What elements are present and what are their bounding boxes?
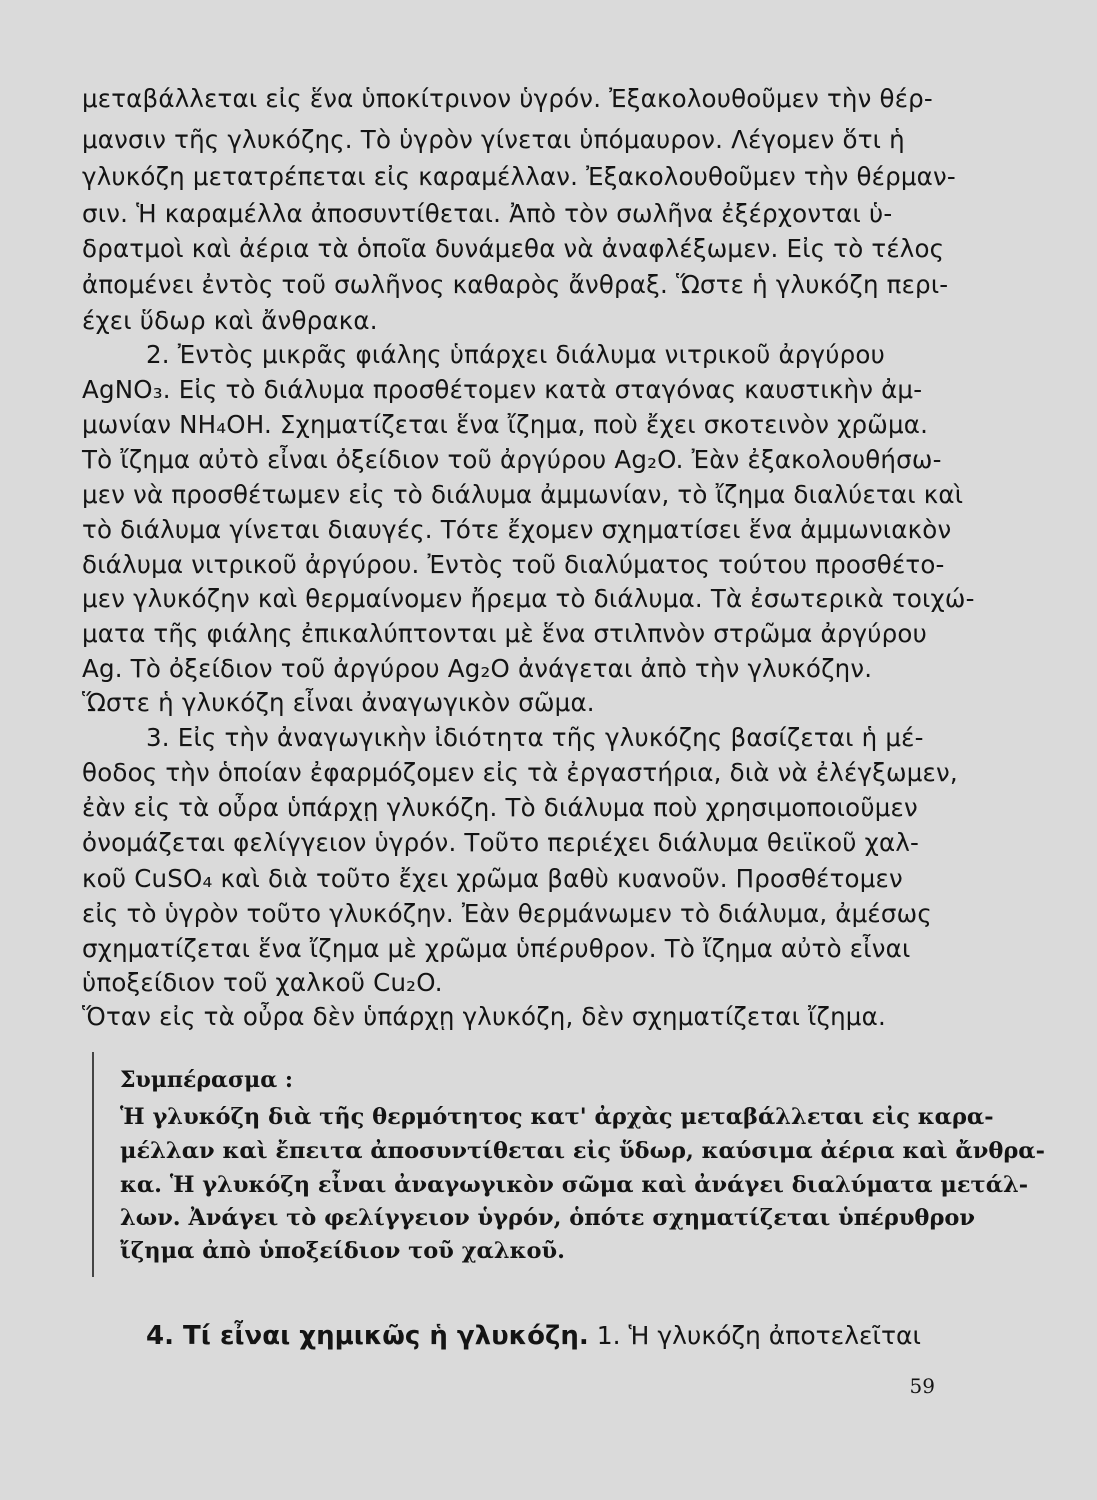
body-line: 2. Ἐντὸς μικρᾶς φιάλης ὑπάρχει διάλυμα νιτρικοῦ ἀργύρου — [146, 340, 885, 369]
body-line: θοδος τὴν ὁποίαν ἐφαρμόζομεν εἰς τὰ ἐργαστήρια, διὰ νὰ ἐλέγξωμεν, — [82, 758, 958, 787]
section-text: 1. Ἡ γλυκόζη ἀποτελεῖται — [588, 1321, 921, 1350]
body-line: εἰς τὸ ὑγρὸν τοῦτο γλυκόζην. Ἐὰν θερμάνωμεν τὸ διάλυμα, ἀμέσως — [82, 899, 932, 928]
summary-line: κα. Ἡ γλυκόζη εἶναι ἀναγωγικὸν σῶμα καὶ ἀνάγει διαλύματα μετάλ- — [120, 1172, 1029, 1198]
body-line: δρατμοὶ καὶ ἀέρια τὰ ὁποῖα δυνάμεθα νὰ ἀναφλέξωμεν. Εἰς τὸ τέλος — [82, 234, 945, 263]
body-line: ὑποξείδιον τοῦ χαλκοῦ Cu₂O. — [82, 968, 443, 997]
summary-line: λων. Ἀνάγει τὸ φελίγγειον ὑγρόν, ὁπότε σχηματίζεται ὑπέρυθρον — [120, 1205, 976, 1231]
summary-line: Ἡ γλυκόζη διὰ τῆς θερμότητος κατ' ἀρχὰς μεταβάλλεται εἰς καρα- — [120, 1104, 994, 1130]
body-line: γλυκόζη μετατρέπεται εἰς καραμέλλαν. Ἐξακολουθοῦμεν τὴν θέρμαν- — [82, 162, 956, 191]
body-line: τὸ διάλυμα γίνεται διαυγές. Τότε ἔχομεν σχηματίσει ἕνα ἀμμωνιακὸν — [82, 515, 952, 544]
body-line: σχηματίζεται ἕνα ἴζημα μὲ χρῶμα ὑπέρυθρον. Τὸ ἴζημα αὐτὸ εἶναι — [82, 934, 911, 963]
body-line: μωνίαν NH₄OH. Σχηματίζεται ἕνα ἴζημα, ποὺ ἔχει σκοτεινὸν χρῶμα. — [82, 410, 929, 439]
section-title: 4. Τί εἶναι χημικῶς ἡ γλυκόζη. — [146, 1321, 589, 1351]
body-line: AgNO₃. Εἰς τὸ διάλυμα προσθέτομεν κατὰ σταγόνας καυστικὴν ἀμ- — [82, 375, 923, 404]
page-number: 59 — [909, 1374, 935, 1398]
summary-title: Συμπέρασμα : — [120, 1067, 293, 1093]
body-line: έχει ὕδωρ καὶ ἄνθρακα. — [82, 306, 378, 335]
body-line: μανσιν τῆς γλυκόζης. Τὸ ὑγρὸν γίνεται ὑπόμαυρον. Λέγομεν ὅτι ἡ — [82, 125, 905, 154]
body-line: 3. Εἰς τὴν ἀναγωγικὴν ἰδιότητα τῆς γλυκόζης βασίζεται ἡ μέ- — [146, 723, 924, 752]
body-line: μεν νὰ προσθέτωμεν εἰς τὸ διάλυμα ἀμμωνίαν, τὸ ἴζημα διαλύεται καὶ — [82, 480, 964, 509]
section-heading — [146, 1318, 936, 1354]
body-line: σιν. Ἡ καραμέλλα ἀποσυντίθεται. Ἀπὸ τὸν σωλῆνα ἐξέρχονται ὑ- — [82, 199, 893, 228]
summary-line: ἴζημα ἀπὸ ὑποξείδιον τοῦ χαλκοῦ. — [120, 1238, 565, 1264]
body-line: ἀπομένει ἐντὸς τοῦ σωλῆνος καθαρὸς ἄνθραξ. Ὥστε ἡ γλυκόζη περι- — [82, 270, 949, 299]
body-line: Ὅταν εἰς τὰ οὖρα δὲν ὑπάρχῃ γλυκόζη, δὲν σχηματίζεται ἴζημα. — [82, 1002, 886, 1031]
summary-line: μέλλαν καὶ ἔπειτα ἀποσυντίθεται εἰς ὕδωρ, καύσιμα ἀέρια καὶ ἄνθρα- — [120, 1138, 1045, 1164]
body-line: ἐὰν εἰς τὰ οὖρα ὑπάρχῃ γλυκόζη. Τὸ διάλυμα ποὺ χρησιμοποιοῦμεν — [82, 793, 918, 822]
body-line: ματα τῆς φιάλης ἐπικαλύπτονται μὲ ἕνα στιλπνὸν στρῶμα ἀργύρου — [82, 619, 927, 648]
body-line: Ag. Τὸ ὀξείδιον τοῦ ἀργύρου Ag₂O ἀνάγεται ἀπὸ τὴν γλυκόζην. — [82, 654, 873, 683]
body-line: διάλυμα νιτρικοῦ ἀργύρου. Ἐντὸς τοῦ διαλύματος τούτου προσθέτο- — [82, 550, 945, 579]
body-line: ὀνομάζεται φελίγγειον ὑγρόν. Τοῦτο περιέχει διάλυμα θειϊκοῦ χαλ- — [82, 828, 920, 857]
body-line: Ὥστε ἡ γλυκόζη εἶναι ἀναγωγικὸν σῶμα. — [82, 688, 595, 717]
body-line: κοῦ CuSO₄ καὶ διὰ τοῦτο ἔχει χρῶμα βαθὺ κυανοῦν. Προσθέτομεν — [82, 864, 903, 893]
body-line: μεν γλυκόζην καὶ θερμαίνομεν ἤρεμα τὸ διάλυμα. Τὰ ἐσωτερικὰ τοιχώ- — [82, 584, 975, 613]
body-line: Τὸ ἴζημα αὐτὸ εἶναι ὀξείδιον τοῦ ἀργύρου Ag₂O. Ἐὰν ἐξακολουθήσω- — [82, 445, 942, 474]
body-line: μεταβάλλεται εἰς ἕνα ὑποκίτρινον ὑγρόν. Ἐξακολουθοῦμεν τὴν θέρ- — [82, 84, 933, 113]
